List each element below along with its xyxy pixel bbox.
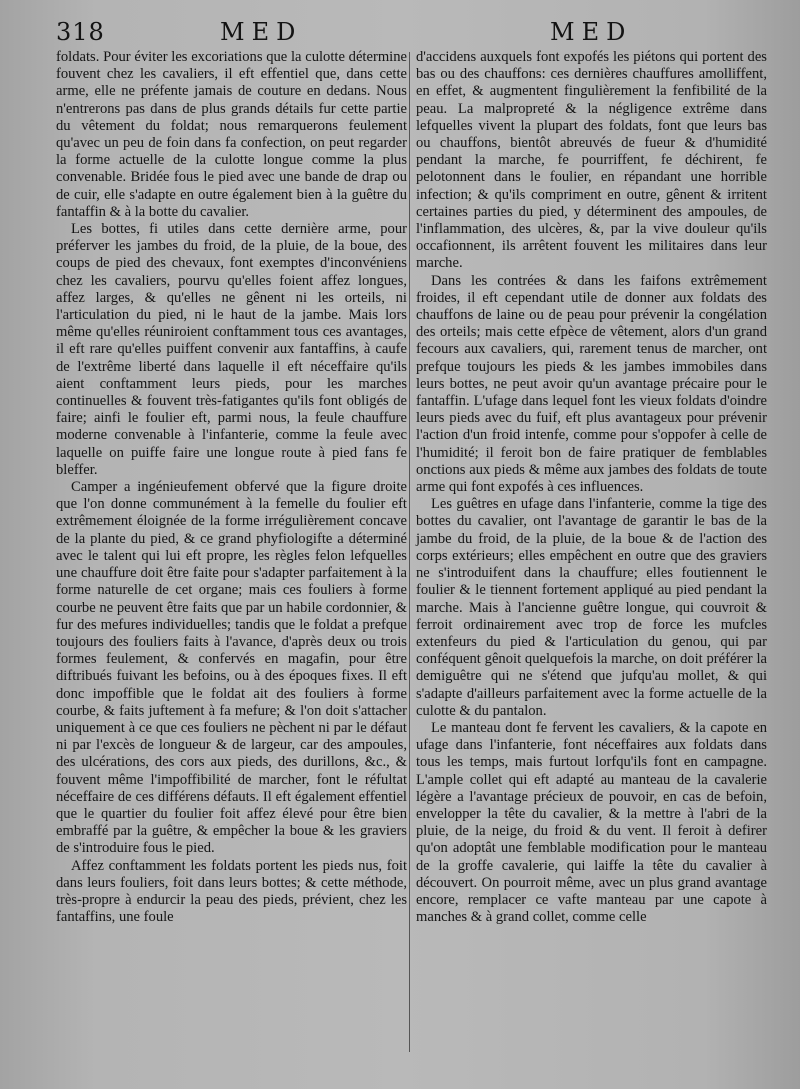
paragraph: d'accidens auxquels font expofés les piétons qui portent des bas ou des chauffons: ces dernières chauffures amolliffent, en effet, & augmentent fingulièrement la fenfibilité de la peau. La malpropreté & la négligence extrême dans lefquelles vivent la plupart des foldats, font que leurs bas ou chauffons, bientôt abreuvés de fueur & d'humidité pendant la marche, fe pourriffent, fe déchirent, fe pelotonnent dans le foulier, en répandant une horrible infection; & qu'ils compriment en outre, gênent & irritent certaines parties du pied, y déterminent des ampoules, de l'inflammation, des ulcères, &, par la vive douleur qu'ils occafionnent, ils arrêtent fouvent les militaires dans leur marche. [416,49,767,272]
paragraph: Le manteau dont fe fervent les cavaliers, & la capote en ufage dans l'infanterie, font néceffaires aux foldats dans tous les temps, mais furtout lorfqu'ils font en campagne. L'ample collet qui eft adapté au manteau de la cavalerie légère a l'avantage précieux de pouvoir, en cas de befoin, envelopper la tête du cavalier, & la mettre à l'abri de la pluie, de la neige, du froid & du vent. Il feroit à defirer qu'on adoptât une femblable modification pour le manteau de la groffe cavalerie, qui laiffe la tête du cavalier à découvert. On pourroit même, avec un plus grand avantage encore, remplacer ce vafte manteau par une capote à manches & à grand collet, comme celle [416,719,767,926]
page-number: 318 [56,18,105,46]
left-column [56,49,407,1079]
running-header [56,14,756,48]
paragraph: Affez conftamment les foldats portent les pieds nus, foit dans leurs fouliers, foit dans leurs bottes; & cette méthode, très-propre à endurcir la peau des pieds, prévient, chez les fantaffins, une foule [56,857,407,926]
left-running-title: MED [220,18,303,46]
paragraph: Dans les contrées & dans les faifons extrêmement froides, il eft cependant utile de donner aux foldats des chauffons de laine ou de peau pour prévenir la congélation des orteils; mais cette efpèce de vêtement, alors d'un grand fecours aux cavaliers, qui, rarement tenus de marcher, ont prefque toujours les pieds & les jambes immobiles dans leurs bottes, ne peut avoir qu'un avantage précaire pour le fantaffin. L'ufage dans lequel font les vieux foldats d'oindre leurs pieds avec du fuif, eft plus avantageux pour prévenir l'action d'un froid intenfe, comme pour s'oppofer à celle de l'humidité; il feroit bon de faire pratiquer de femblables onctions aux pieds & même aux jambes des foldats de toute arme qui font expofés à ces influences. [416,272,767,496]
paragraph: foldats. Pour éviter les excoriations que la culotte détermine fouvent chez les cavaliers, il eft effentiel que, dans cette arme, elle ne préfente jamais de couture en dedans. Nous n'entrerons pas dans de plus grands détails fur cette partie du vêtement du foldat; nous remarquerons feulement qu'avec un peu de foin dans fa confection, on peut regarder la forme actuelle de la culotte longue comme la plus convenable. Bridée fous le pied avec une bande de drap ou de cuir, elle s'adapte en outre également bien à la guêtre du fantaffin & à la botte du cavalier. [56,49,407,220]
paragraph: Les guêtres en ufage dans l'infanterie, comme la tige des bottes du cavalier, ont l'avantage de garantir le bas de la jambe du froid, de la pluie, de la boue & de l'action des corps extérieurs; elles empêchent en outre que des graviers ne s'introduifent dans la chauffure; elles foutiennent le foulier & le tiennent fortement appliqué au pied pendant la marche. Mais à l'ancienne guêtre longue, qui couvroit & ferroit ordinairement avec trop de force les mufcles extenfeurs du pied & l'articulation du genou, qui par conféquent gênoit quelquefois la marche, on doit préférer la demiguêtre qui ne s'étend que jufqu'au mollet, & qui s'adapte d'ailleurs parfaitement avec la forme actuelle de la culotte & du pantalon. [416,496,767,719]
paragraph: Les bottes, fi utiles dans cette dernière arme, pour préferver les jambes du froid, de la pluie, de la boue, des coups de pied des chevaux, font exemptes d'inconvéniens chez les cavaliers, pourvu qu'elles foient affez longues, affez larges, & qu'elles ne gênent ni les orteils, ni l'articulation du pied, ni le haut de la jambe. Mais lors même qu'elles réuniroient conftamment tous ces avantages, il eft rare qu'elles puiffent convenir aux fantaffins, à caufe de l'extrême liberté dans laquelle il eft néceffaire qu'ils aient conftamment leurs pieds, pour les marches continuelles & fouvent très-fatigantes qu'ils font obligés de faire; ainfi le foulier eft, parmi nous, la feule chauffure moderne convenable à l'infanterie, comme la feule avec laquelle on puiffe faire une longue route à pied fans fe bleffer. [56,221,407,478]
right-running-title: MED [550,18,633,46]
column-divider [409,52,410,1052]
right-column [416,49,767,1079]
paragraph: Camper a ingénieufement obfervé que la figure droite que l'on donne communément à la femelle du foulier eft extrêmement éloignée de la forme irrégulièrement concave de la plante du pied, & ce grand phyfiologifte a déterminé avec le talent qui lui eft propre, les règles felon lefquelles une chauffure doit être faite pour s'adapter parfaitement à la forme naturelle de cet organe; mais ces fouliers à forme courbe ne peuvent être faits que par un habile cordonnier, & fur des mefures individuelles; tandis que le foldat a prefque toujours des fouliers faits à l'avance, d'après deux ou trois formes feulement, & confervés en magafin, pour être diftribués fuivant les befoins, ou à des époques fixes. Il eft donc impoffible que le foldat ait des fouliers à forme courbe, & faits juftement à fa mefure; & l'on doit s'attacher uniquement à ce que ces fouliers ne pèchent ni par le défaut ni par l'excès de longueur & de largeur, car des ampoules, des ulcérations, des cors aux pieds, des durillons, &c., & fouvent même l'impoffibilité de marcher, font le réfultat néceffaire de ces différens défauts. Il eft également effentiel que le quartier du foulier foit affez élevé pour être bien embraffé par la guêtre, & empêcher la boue & les graviers de s'introduire fous le pied. [56,479,407,857]
